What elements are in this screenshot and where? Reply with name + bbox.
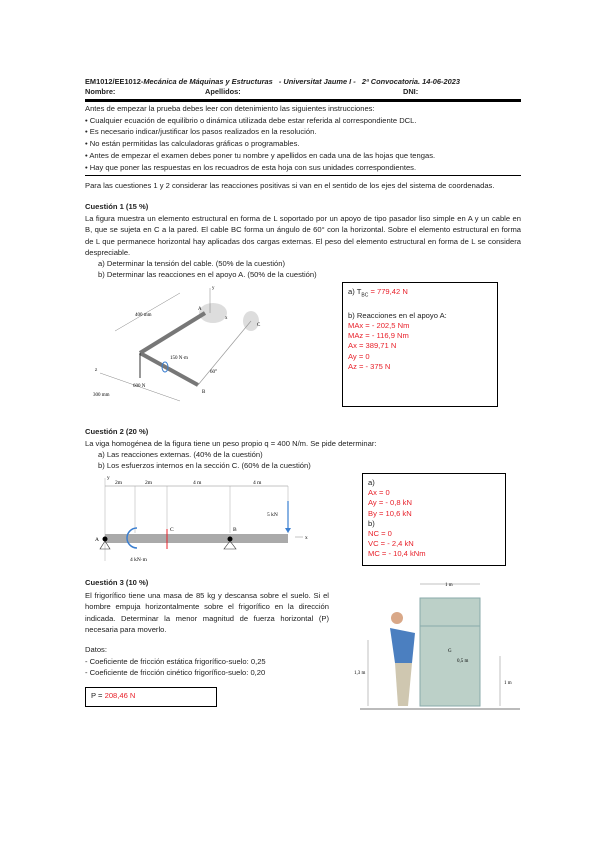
dim-300: 300 mm: [93, 393, 110, 398]
instructions-intro: Antes de empezar la prueba debes leer con detenimiento las siguientes instrucciones:: [85, 104, 375, 113]
dato: - Coeficiente de fricción estática frigorífico-suelo: 0,25: [85, 657, 266, 666]
question-1-title: Cuestión 1 (15 %): [85, 202, 149, 211]
g-label: G: [448, 649, 452, 654]
instruction-item: • Es necesario indicar/justificar los pasos realizados en la resolución.: [85, 127, 317, 137]
height-label: 1 m: [504, 681, 512, 686]
nombre-label: Nombre:: [85, 87, 116, 96]
dim: 2m: [145, 480, 153, 486]
beam-figure: [85, 473, 315, 568]
subscript: BC: [361, 292, 369, 299]
instruction-item: • Hay que poner las respuestas en los recuadros de esta hoja con sus unidades correspondientes.: [85, 162, 417, 172]
answer-b-label: b): [368, 518, 375, 528]
point-b: B: [233, 527, 237, 533]
answer-value: Ay = - 0,8 kN: [368, 498, 412, 508]
answer-a-label: a) T: [348, 287, 362, 296]
width-label: 1 m: [445, 583, 453, 588]
axis-z: z: [95, 368, 98, 373]
offset-label: 0,5 m: [457, 659, 469, 664]
instruction-item: • No están permitidas las calculadoras gráficas o programables.: [85, 139, 300, 149]
answer-value: VC = - 2,4 kN: [368, 539, 414, 549]
apellidos-label: Apellidos:: [205, 87, 241, 96]
convocatoria: 2ª Convocatoria. 14-06-2023: [361, 77, 460, 86]
dni-label: DNI:: [403, 87, 419, 96]
answer-box-3: [85, 687, 217, 707]
note: Para las cuestiones 1 y 2 considerar las reacciones positivas si van en el sentido de los ejes del sistema de coordenadas.: [85, 181, 495, 190]
datos-label: Datos:: [85, 645, 107, 654]
axis-x: x: [225, 316, 228, 321]
point-b: B: [202, 390, 206, 395]
answer-value: MC = - 10,4 kNm: [368, 549, 426, 559]
question-3-text: El frigorífico tiene una masa de 85 kg y descansa sobre el suelo. Si el hombre empuja horizontalmente sobre el frigorífico en la dirección indicada. Determinar la menor magnitud de fuerza horizontal (P) necesaria para moverlo.: [85, 591, 329, 635]
axis-y: y: [107, 475, 110, 481]
subject: Mecánica de Máquinas y Estructuras: [143, 77, 273, 86]
force-label: 5 kN: [267, 512, 278, 518]
question-1-a: a) Determinar la tensión del cable. (50% de la cuestión): [98, 259, 285, 268]
answer-box-1: [342, 282, 498, 407]
height-label: 1,3 m: [354, 671, 366, 676]
answer-a-value: = 779,42 N: [368, 287, 408, 296]
fridge-figure: [340, 578, 530, 718]
point-c: C: [170, 527, 174, 533]
moment-label: 150 N·m: [170, 356, 188, 361]
dim-400: 400 mm: [135, 313, 152, 318]
question-3-title: Cuestión 3 (10 %): [85, 578, 149, 587]
university: - Universitat Jaume I -: [278, 77, 356, 86]
answer-b-label: b) Reacciones en el apoyo A:: [348, 310, 447, 320]
point-a: A: [198, 307, 202, 312]
answer-value: MAx = - 202,5 Nm: [348, 320, 410, 330]
question-2-text: La viga homogénea de la figura tiene un peso propio q = 400 N/m. Se pide determinar:: [85, 439, 377, 448]
instruction-item: • Cualquier ecuación de equilibrio o dinámica utilizada debe estar referida al correspondiente DCL.: [85, 115, 417, 125]
l-beam-figure: [85, 283, 285, 403]
answer-value: NC = 0: [368, 529, 392, 539]
dim: 4 m: [253, 480, 262, 486]
question-2-title: Cuestión 2 (20 %): [85, 427, 149, 436]
answer-value: MAz = - 116,9 Nm: [348, 331, 409, 341]
point-c: C: [257, 323, 261, 328]
point-a: A: [95, 537, 99, 543]
axis-x: x: [305, 535, 308, 541]
angle-label: 60°: [210, 370, 217, 375]
answer-value: Ay = 0: [348, 351, 370, 361]
divider: [85, 175, 521, 176]
question-2-b: b) Los esfuerzos internos en la sección C. (60% de la cuestión): [98, 461, 311, 470]
force-label: 600 N: [133, 384, 146, 389]
dim: 2m: [115, 480, 123, 486]
dim: 4 m: [193, 480, 202, 486]
question-2-a: a) Las reacciones externas. (40% de la cuestión): [98, 450, 263, 459]
answer-value: Az = - 375 N: [348, 361, 391, 371]
axis-y: y: [212, 286, 215, 291]
course-code: EM1012/EE1012-: [85, 77, 144, 86]
instruction-item: • Antes de empezar el examen debes poner tu nombre y apellidos en cada una de las hojas que tengas.: [85, 150, 436, 160]
answer-value: Ax = 0: [368, 488, 390, 498]
answer-value: 208,46 N: [104, 691, 136, 700]
moment-label: 4 kN·m: [130, 557, 147, 563]
question-1-b: b) Determinar las reacciones en el apoyo A. (50% de la cuestión): [98, 270, 317, 279]
instructions: [85, 103, 435, 173]
answer-value: Ax = 389,71 N: [348, 341, 397, 351]
question-1-text: La figura muestra un elemento estructural en forma de L soportado por un apoyo de tipo pasador liso simple en A y un cable en B, que se sujeta en C a la pared. El cable BC forma un ángulo de 60° con la horizontal. Sobre el elemento estructural en forma de L que permanece horizontal hay aplicadas dos cargas externas. El peso del elemento estructural en forma de L se considera despreciable.: [85, 214, 521, 258]
answer-box-2: [362, 473, 506, 566]
dato: - Coeficiente de fricción cinético frigorífico-suelo: 0,20: [85, 668, 266, 677]
divider: [85, 99, 521, 102]
answer-label: P =: [91, 691, 105, 700]
answer-value: By = 10,6 kN: [368, 508, 412, 518]
header: [85, 77, 520, 97]
answer-a-label: a): [368, 478, 375, 487]
